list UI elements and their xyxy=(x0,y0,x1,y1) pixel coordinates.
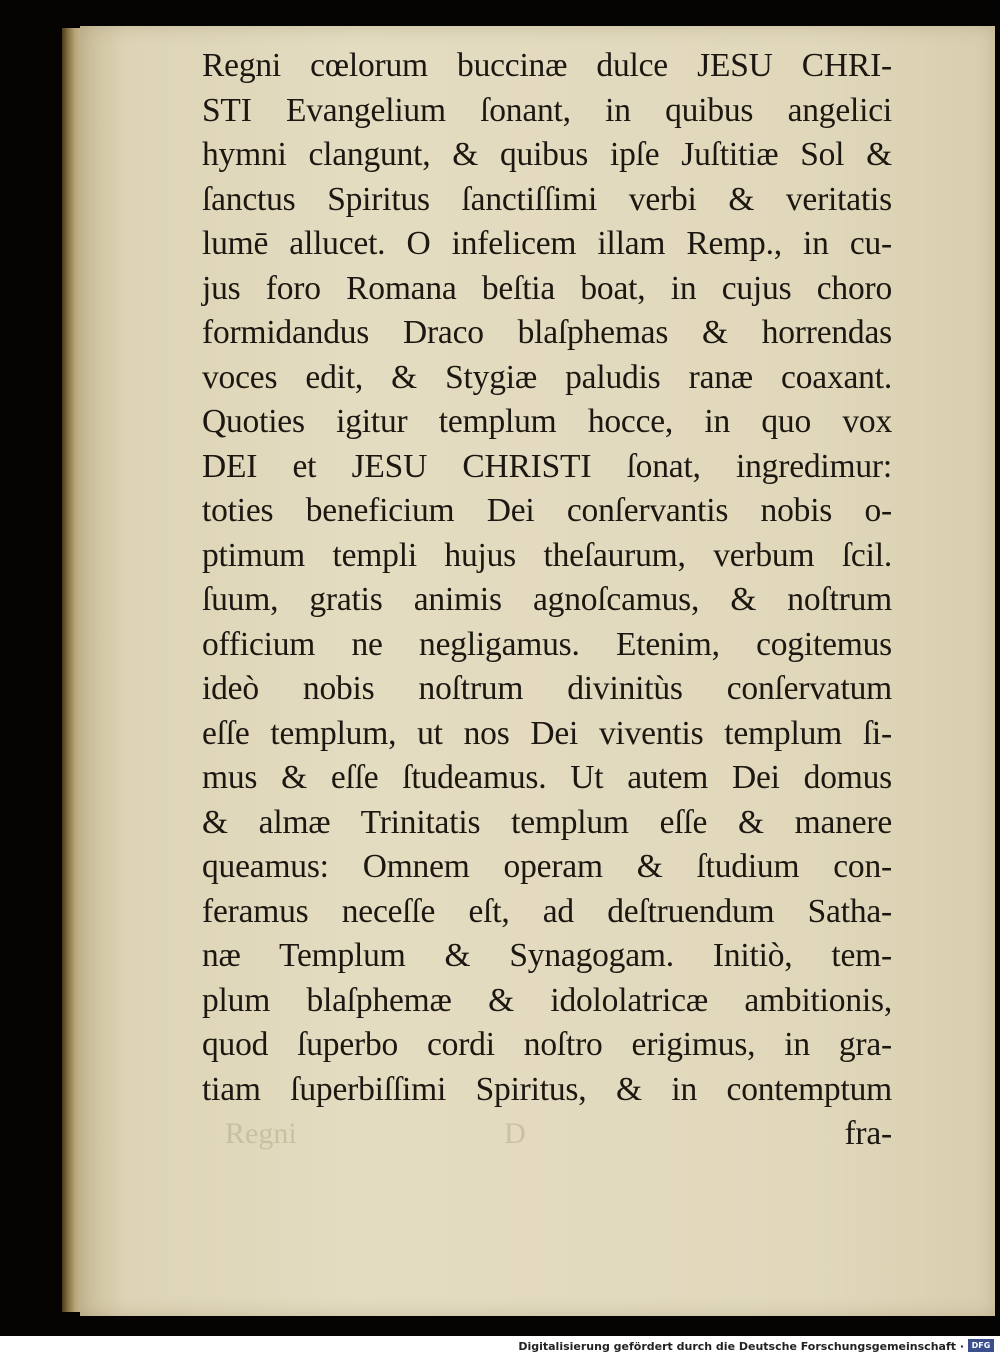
text-line: STI Evangelium ſonant, in quibus angelici xyxy=(202,91,892,129)
text-line: jus foro Romana beſtia boat, in cujus choro xyxy=(202,269,892,307)
text-line: feramus neceſſe eſt, ad deſtruendum Satha- xyxy=(202,892,892,930)
text-line: & almæ Trinitatis templum eſſe & manere xyxy=(202,803,892,841)
text-line: Regni cœlorum buccinæ dulce JESU CHRI- xyxy=(202,47,892,84)
text-line: tiam ſuperbiſſimi Spiritus, & in contemptum xyxy=(202,1070,892,1108)
text-line: plum blaſphemæ & idololatricæ ambitionis, xyxy=(202,981,892,1019)
page-text-block xyxy=(202,44,892,1157)
text-line: hymni clangunt, & quibus ipſe Juſtitiæ Sol & xyxy=(202,136,892,173)
text-line: Quoties igitur templum hocce, in quo vox xyxy=(202,403,892,440)
text-line: toties beneficium Dei conſervantis nobis o- xyxy=(202,492,892,529)
bleed-through-word: Regni xyxy=(225,1117,297,1150)
text-line: officium ne negligamus. Etenim, cogitemus xyxy=(202,625,892,663)
text-line: ſuum, gratis animis agnoſcamus, & noſtrum xyxy=(202,581,892,618)
text-line: voces edit, & Stygiæ paludis ranæ coaxant. xyxy=(202,358,892,396)
text-line: ptimum templi hujus theſaurum, verbum ſcil. xyxy=(202,536,892,574)
funding-notice: Digitalisierung gefördert durch die Deutsche Forschungsgemeinschaft · xyxy=(518,1340,964,1353)
text-line: ideò nobis noſtrum divinitùs conſervatum xyxy=(202,670,892,707)
catchword: fra- xyxy=(844,1115,892,1152)
text-line: quod ſuperbo cordi noſtro erigimus, in gra- xyxy=(202,1026,892,1063)
text-line: lumē allucet. O infelicem illam Remp., in cu- xyxy=(202,225,892,262)
text-line: mus & eſſe ſtudeamus. Ut autem Dei domus xyxy=(202,759,892,796)
bleed-through-word: D xyxy=(504,1117,526,1150)
dfg-logo: DFG xyxy=(968,1339,994,1352)
text-line: queamus: Omnem operam & ſtudium con- xyxy=(202,848,892,885)
text-line: næ Templum & Synagogam. Initiò, tem- xyxy=(202,937,892,974)
footer-bar xyxy=(0,1336,1000,1357)
text-line: formidandus Draco blaſphemas & horrendas xyxy=(202,314,892,351)
text-line: eſſe templum, ut nos Dei viventis templum ſi- xyxy=(202,714,892,752)
text-line: DEI et JESU CHRISTI ſonat, ingredimur: xyxy=(202,447,892,485)
text-line: ſanctus Spiritus ſanctiſſimi verbi & veritatis xyxy=(202,180,892,218)
